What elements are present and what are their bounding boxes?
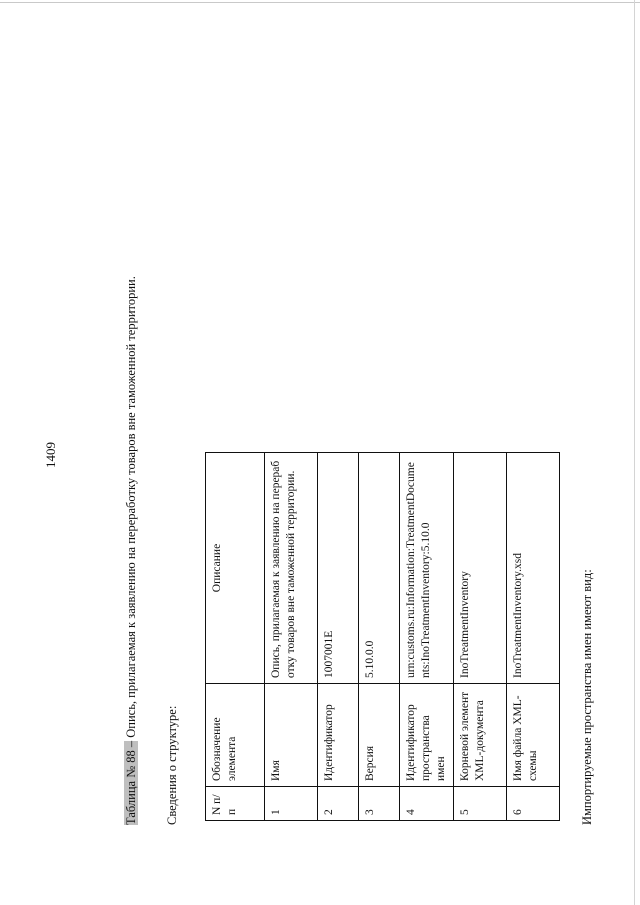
cell-num: 3: [359, 787, 400, 821]
table-row: [400, 453, 454, 821]
cell-desc: urn:customs.ru:Information:TreatmentDocuments:InoTreatmentInventory:5.10.0: [400, 453, 454, 684]
table-row: [318, 453, 359, 821]
cell-desc: 1007001E: [318, 453, 359, 684]
cell-desc: Опись, прилагаемая к заявлению на переработку товаров вне таможенной территории.: [265, 453, 318, 684]
table-caption-number: Таблица № 88 –: [124, 740, 138, 825]
header-num: N п/п: [206, 787, 265, 821]
table-row: [506, 453, 559, 821]
cell-num: 4: [400, 787, 454, 821]
structure-heading: Сведения о структуре:: [165, 705, 179, 825]
imports-heading: Импортируемые пространства имен имеют вид:: [580, 569, 594, 825]
table-row: [265, 453, 318, 821]
table-caption-title: Опись, прилагаемая к заявлению на переработку товаров вне таможенной территории.: [124, 276, 138, 741]
table-row: [359, 453, 400, 821]
cell-num: 1: [265, 787, 318, 821]
table-header-row: [206, 453, 265, 821]
cell-name: Корневой элемент XML-документа: [453, 684, 506, 787]
structure-table: [205, 452, 560, 821]
page-number: 1409: [43, 442, 58, 468]
cell-desc: InoTreatmentInventory.xsd: [506, 453, 559, 684]
cell-name: Идентификатор пространства имен: [400, 684, 454, 787]
cell-num: 5: [453, 787, 506, 821]
table-row: [453, 453, 506, 821]
table-caption: [124, 276, 139, 825]
cell-num: 6: [506, 787, 559, 821]
cell-desc: 5.10.0.0: [359, 453, 400, 684]
cell-desc: InoTreatmentInventory: [453, 453, 506, 684]
cell-num: 2: [318, 787, 359, 821]
header-name: Обозначение элемента: [206, 684, 265, 787]
cell-name: Имя: [265, 684, 318, 787]
header-desc: Описание: [206, 453, 265, 684]
cell-name: Версия: [359, 684, 400, 787]
cell-name: Идентификатор: [318, 684, 359, 787]
cell-name: Имя файла XML-схемы: [506, 684, 559, 787]
